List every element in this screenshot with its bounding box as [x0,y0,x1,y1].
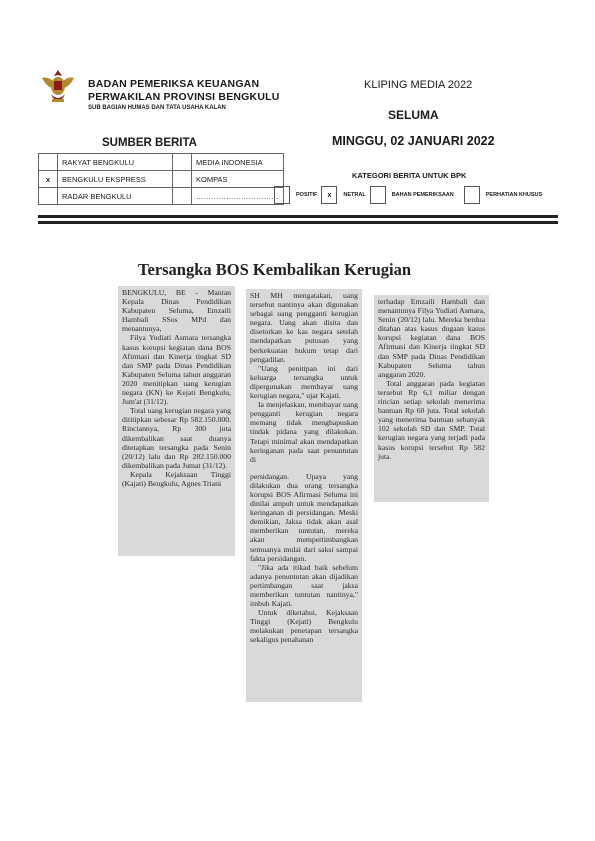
article-headline: Tersangka BOS Kembalikan Kerugian [138,260,412,279]
source-checkbox: x [39,171,58,188]
category-label: NETRAL [343,192,366,198]
source-name: BENGKULU EKSPRESS [58,171,173,188]
category-checkbox-bahan [370,186,386,204]
source-checkbox [39,188,58,205]
category-label: POSITIF [296,192,318,198]
article-paragraph: terhadap Emzaili Hambali dan menantunya Filya Yudiati Asmara, Senin (20/12) lalu. Mereka berdua ditahan atas kasus dugaan kasus korupsi kegiatan dana BOS Afirmasi dan Kinerja tingkat SD dan SMP pada Dinas Pendidikan Kabupaten Seluma tahun anggaran 2020. [378,297,485,379]
source-row [39,154,284,171]
article-paragraph: Ia menjelaskan, membayar uang pengganti kerugian negara memang tidak menghapuskan tindak pidana yang dilakukan. Tetapi minimal akan mendapatkan keringanan pada saat penuntutan di [250,400,358,464]
category-label: BAHAN PEMERIKSAAN [391,192,454,198]
source-name: …………………………… [192,188,284,205]
article-paragraph: "Jika ada itikad baik sebelum adanya penuntutan akan dijadikan pertimbangan saat jaksa memberikan tuntutan nantinya," imbuh Kajati. [250,562,358,609]
category-checkbox-positif [274,186,290,204]
divider [38,221,558,224]
source-name: KOMPAS [192,171,284,188]
source-name: RAKYAT BENGKULU [58,154,173,171]
source-checkbox [173,171,192,188]
category-label: PERHATIAN KHUSUS [485,192,543,198]
category-checkbox-perhatian [464,186,480,204]
article-paragraph: Kepala Kejaksaan Tinggi (Kajati) Bengkulu, Agnes Triani [122,469,231,488]
article-column-2 [246,289,362,702]
source-checkbox [173,188,192,205]
region-title: SELUMA [388,108,439,122]
article-paragraph: Filya Yudiati Asmara tersangka kasus korupsi kegiatan dana BOS Afirmasi dan Kinerja tingkat SD dan SMP pada Dinas Pendidikan Kabupaten Seluma tahun anggaran 2020 menitipkan uang kerugian negara (KN) ke Kejati Bengkulu, Jum'at (31/12). [122,333,231,407]
org-subdivision: SUB BAGIAN HUMAS DAN TATA USAHA KALAN [88,105,226,111]
kliping-title: KLIPING MEDIA 2022 [364,79,473,91]
article-column-1 [118,286,235,556]
article-paragraph: "Uang penitipan ini dari keluarga tersangka untuk dipergunakan membayar uang kerugian negara," ujar Kajati. [250,363,358,401]
sources-table [38,153,284,205]
article-paragraph: Total anggaran pada kegiatan tersebut Rp 6,1 miliar dengan rincian setiap sekolah menerima bantuan Rp 60 juta. Total sekolah yang menerima bantuan sebanyak 102 sekolah SD dan SMP. Total kerugian negara yang terjadi pada kasus korupsi tersebut Rp 582 juta. [378,378,485,461]
article-paragraph: SH MH mengatakan, uang tersebut nantinya akan digunakan sebagai uang pengganti kerugian negara. Uang akan disita dan disetorkan ke kas negara setelah mendapatkan putusan yang berkekuatan hukum tetap dari pengadilan. [250,291,358,364]
source-checkbox [173,154,192,171]
article-paragraph: BENGKULU, BE - Mantan Kepala Dinas Pendidikan Kabupaten Seluma, Emzaili Hambali SSos MPd dan menantunya, [122,288,231,334]
category-title: KATEGORI BERITA UNTUK BPK [352,171,467,180]
divider [38,215,558,218]
publication-date: MINGGU, 02 JANUARI 2022 [332,134,495,148]
source-row [39,188,284,205]
article-paragraph: Total uang kerugian negara yang dititipkan sebesar Rp 582.150.000. Rinciannya, Rp 300 juta dikembalikan saat duanya ditetapkan tersangka pada Senin (20/12) lalu dan Rp 282.150.000 dikembalikan pada Jumat (31/12). [122,406,231,470]
garuda-emblem-icon [38,66,78,106]
category-checkbox-netral: x [321,186,337,204]
source-row [39,171,284,188]
source-checkbox [39,154,58,171]
org-branch: PERWAKILAN PROVINSI BENGKULU [88,91,280,103]
article-column-3 [374,295,489,502]
category-options [274,186,546,204]
article-paragraph: persidangan. Upaya yang dilakukan dua orang tersangka korupsi BOS Afirmasi Seluma ini dinilai ampuh untuk mendapatkan keringanan di persidangan. Meski demikian, Jaksa tidak akan asal memberikan tuntutan, mereka akan mempertimbangkan semuanya mulai dari saksi sampai fakta persidangan. [250,471,358,563]
article-paragraph: Untuk diketahui, Kejaksaan Tinggi (Kejati) Bengkulu melakukan penetapan tersangka sekaligus penahanan [250,608,358,645]
source-name: RADAR BENGKULU [58,188,173,205]
org-name: BADAN PEMERIKSA KEUANGAN [88,78,260,90]
source-name: MEDIA INDONESIA [192,154,284,171]
sources-title: SUMBER BERITA [102,137,197,149]
